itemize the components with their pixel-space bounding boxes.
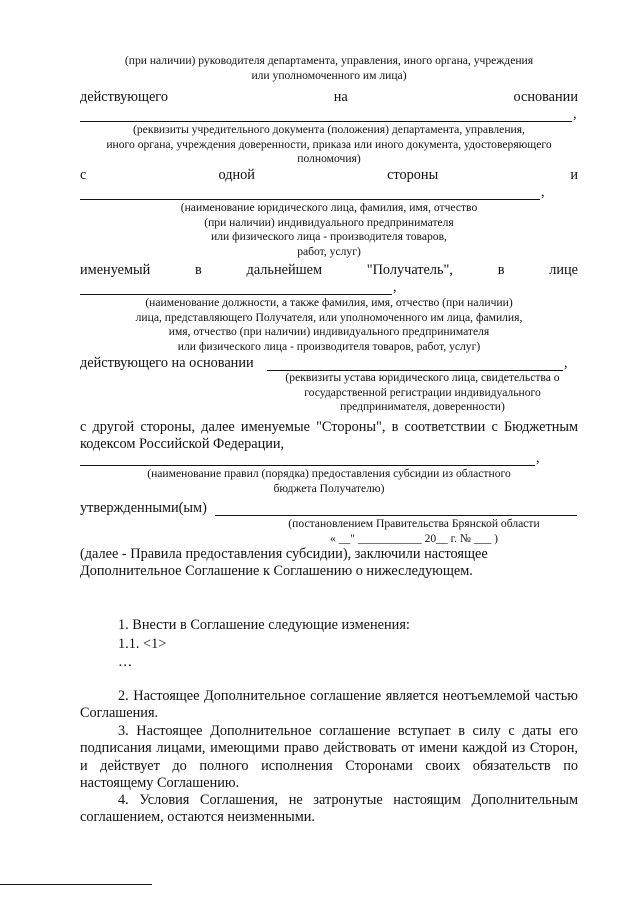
resolution-note-line1: (постановлением Правительства Брянской области [288, 517, 540, 530]
basis-note-line1: (реквизиты учредительного документа (положения) департамента, управления, [133, 123, 525, 136]
one-word: одной [218, 167, 255, 183]
comma-position: , [393, 279, 397, 295]
item-1: 1. Внести в Соглашение следующие изменения: [118, 617, 410, 633]
comma-recipient: , [541, 184, 545, 200]
head-note [80, 54, 578, 83]
on-word: на [333, 89, 348, 105]
item-4: 4. Условия Соглашения, не затронутые настоящим Дополнительным соглашением, остаются неизменными. [80, 792, 578, 826]
person-word: лице [549, 262, 578, 278]
basis-note-line2: иного органа, учреждения доверенности, приказа или иного документа, удостоверяющего [106, 137, 552, 151]
one-side-row [80, 167, 578, 185]
blank-line-basis[interactable] [80, 121, 572, 122]
with-word: с [80, 167, 87, 183]
charter-note-line3: предпринимателя, доверенности) [340, 400, 505, 414]
blank-line-recipient[interactable] [80, 199, 540, 200]
basis-note-line3: полномочия) [297, 152, 361, 166]
in2-word: в [497, 262, 505, 278]
charter-note-line2: государственной регистрации индивидуального [304, 385, 541, 399]
rules-note-line2: бюджета Получателю) [273, 481, 385, 495]
recipient-note-line1: (наименование юридического лица, фамилия, имя, отчество [180, 201, 478, 214]
position-note-line3: имя, отчество (при наличии) индивидуального предпринимателя [168, 325, 490, 339]
item-3: 3. Настоящее Дополнительное соглашение вступает в силу с даты его подписания лицами, имеющими право действовать от имени каждой из Сторон, и действует до полного исполнения Сторонами своих обязательств по настоящему Соглашению. [80, 723, 578, 791]
comma-rules: , [536, 450, 540, 466]
and-word: и [570, 167, 578, 183]
side-word: стороны [387, 167, 439, 183]
conclusion-paragraph: (далее - Правила предоставления субсидии), заключили настоящее Дополнительное Соглашение к Соглашению о нижеследующем. [80, 546, 488, 580]
position-note [80, 296, 578, 355]
recipient-note [80, 201, 578, 260]
position-note-line1: (наименование должности, а также фамилия, имя, отчество (при наличии) [145, 296, 513, 309]
comma-charter: , [564, 355, 568, 371]
blank-line-approved[interactable] [215, 515, 577, 516]
rules-note-line1: (наименование правил (порядка) предоставления субсидии из областного [147, 467, 511, 480]
head-note-line1: (при наличии) руководителя департамента, управления, иного органа, учреждения [124, 54, 534, 67]
footnote-rule [0, 884, 152, 885]
recipient-note-line2: (при наличии) индивидуального предпринимателя [204, 215, 454, 229]
position-note-line4: или физического лица - производителя товаров, работ, услуг) [177, 340, 481, 354]
position-note-line2: лица, представляющего Получателя, или уполномоченного им лица, фамилия, [135, 310, 523, 324]
recipient-note-line3: или физического лица - производителя товаров, [211, 230, 447, 244]
basis-word: основании [513, 89, 578, 105]
acting-basis-label: действующего на основании [80, 355, 254, 371]
item-1-1: 1.1. <1> [118, 636, 167, 652]
comma-basis: , [573, 106, 577, 122]
item-ellipsis: … [118, 654, 133, 670]
hereinafter-word: дальнейшем [246, 262, 322, 278]
resolution-note [264, 517, 564, 546]
acting-row [80, 89, 578, 107]
resolution-note-line2: « __" ___________ 20__ г. № ___ ) [329, 531, 499, 545]
named-word: именуемый [80, 262, 151, 278]
approved-label: утвержденными(ым) [80, 500, 207, 516]
basis-note [80, 123, 578, 167]
blank-line-position[interactable] [80, 294, 392, 295]
recipient-note-line4: работ, услуг) [297, 245, 361, 259]
other-side-paragraph: с другой стороны, далее именуемые "Стороны", в соответствии с Бюджетным кодексом Российской Федерации, [80, 419, 578, 453]
in-word: в [195, 262, 202, 278]
blank-line-rules[interactable] [80, 465, 535, 466]
item-2: 2. Настоящее Дополнительное соглашение является неотъемлемой частью Соглашения. [80, 688, 578, 722]
charter-note [267, 371, 578, 415]
head-note-line2: или уполномоченного им лица) [251, 68, 407, 82]
named-row [80, 262, 578, 280]
acting-word: действующего [80, 89, 168, 105]
charter-note-line1: (реквизиты устава юридического лица, свидетельства о [285, 371, 560, 384]
recipient-word: "Получатель", [366, 262, 453, 278]
rules-note [80, 467, 578, 496]
